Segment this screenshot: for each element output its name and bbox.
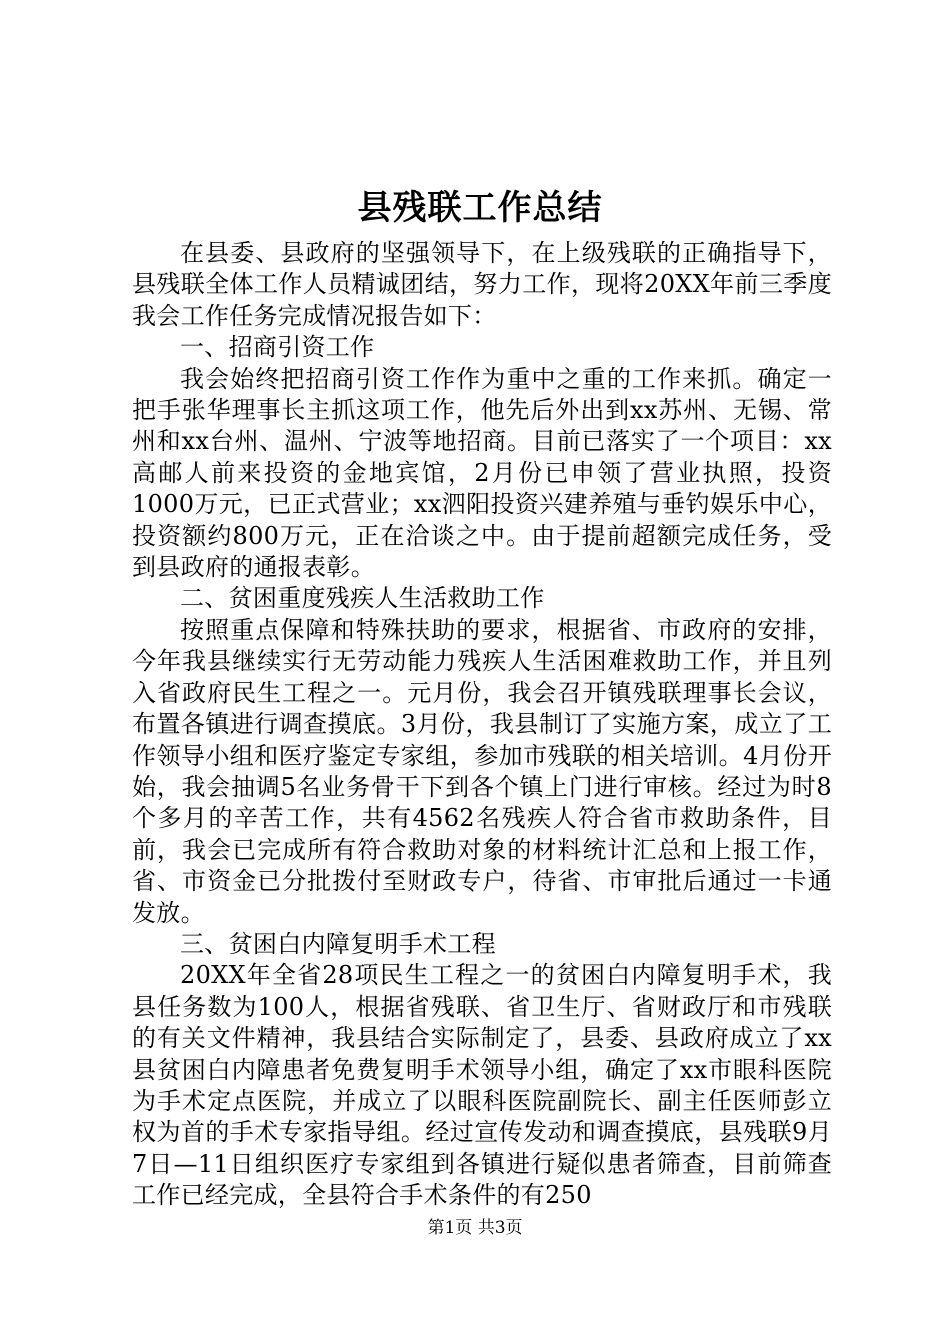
relief-paragraph: 按照重点保障和特殊扶助的要求，根据省、市政府的安排，今年我县继续实行无劳动能力残疾人生活困难救助工作，并且列入省政府民生工程之一。元月份，我会召开镇残联理事长会议，布置各镇进行调查摸底。3月份，我县制订了实施方案，成立了工作领导小组和医疗鉴定专家组，参加市残联的相关培训。4月份开始，我会抽调5名业务骨干下到各个镇上门进行审核。经过为时8个多月的辛苦工作，共有4562名残疾人符合省市救助条件，目前，我会已完成所有符合救助对象的材料统计汇总和上报工作，省、市资金已分批拨付至财政专户，待省、市审批后通过一卡通发放。 xyxy=(132,615,832,927)
cataract-paragraph: 20XX年全省28项民生工程之一的贫困白内障复明手术，我县任务数为100人，根据省残联、省卫生厅、省财政厅和市残联的有关文件精神，我县结合实际制定了，县委、县政府成立了xx县贫困白内障患者免费复明手术领导小组，确定了xx市眼科医院为手术定点医院，并成立了以眼科医院副院长、副主任医师彭立权为首的手术专家指导组。经过宣传发动和调查摸底，县残联9月7日—11日组织医疗专家组到各镇进行疑似患者筛查，目前筛查工作已经完成，全县符合手术条件的有250 xyxy=(132,961,832,1210)
section-heading-investment: 一、招商引资工作 xyxy=(180,333,375,362)
document-body xyxy=(132,238,832,1212)
section-heading-cataract: 三、贫困白内障复明手术工程 xyxy=(180,929,496,958)
document-title: 县残联工作总结 xyxy=(357,188,603,228)
investment-paragraph: 我会始终把招商引资工作作为重中之重的工作来抓。确定一把手张华理事长主抓这项工作，他先后外出到xx苏州、无锡、常州和xx台州、温州、宁波等地招商。目前已落实了一个项目：xx高邮人前来投资的金地宾馆，2月份已申领了营业执照，投资1000万元，已正式营业；xx泗阳投资兴建养殖与垂钓娱乐中心，投资额约800万元，正在洽谈之中。由于提前超额完成任务，受到县政府的通报表彰。 xyxy=(132,364,832,582)
section-heading-relief: 二、贫困重度残疾人生活救助工作 xyxy=(180,584,545,613)
intro-paragraph: 在县委、县政府的坚强领导下，在上级残联的正确指导下，县残联全体工作人员精诚团结，努力工作，现将20XX年前三季度我会工作任务完成情况报告如下： xyxy=(132,239,832,330)
page-footer: 第1页 共3页 xyxy=(427,1218,523,1238)
